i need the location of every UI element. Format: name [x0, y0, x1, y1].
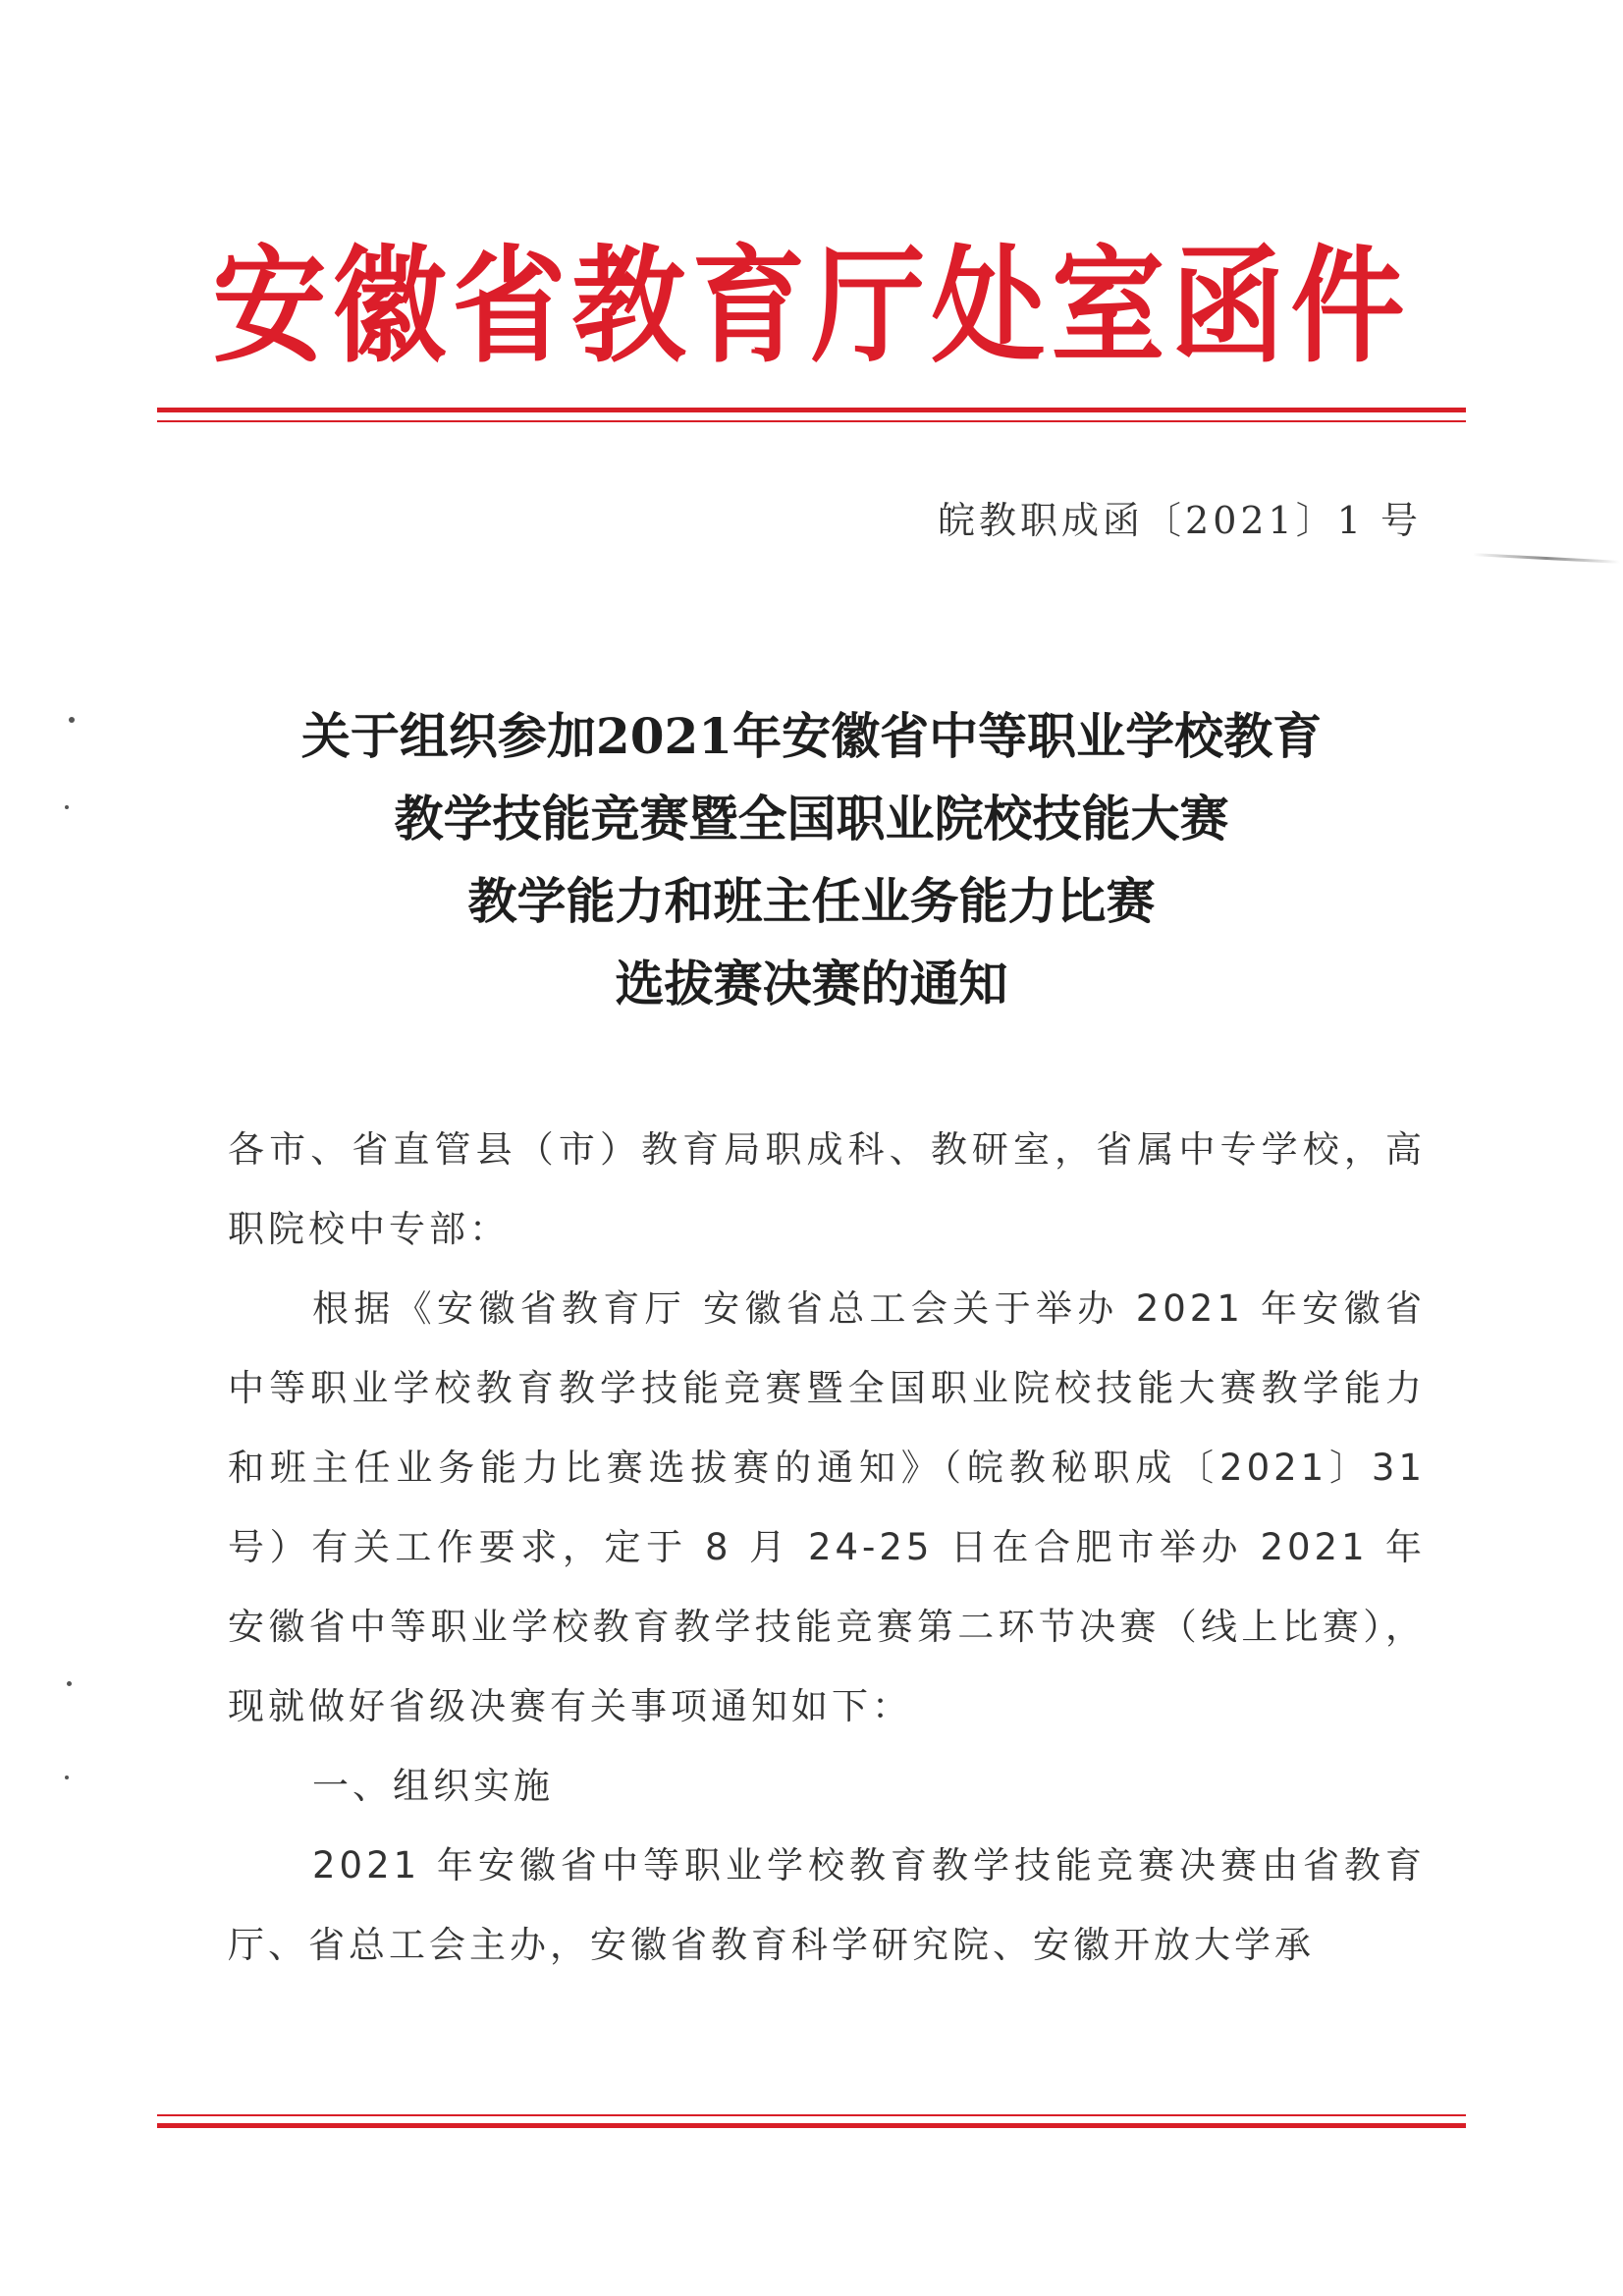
footer-rule-thin — [157, 2114, 1466, 2116]
body-paragraph-1: 根据《安徽省教育厅 安徽省总工会关于举办 2021 年安徽省中等职业学校教育教学技能竞赛暨全国职业院校技能大赛教学能力和班主任业务能力比赛选拔赛的通知》（皖教秘职成〔2021〕31 号）有关工作要求，定于 8 月 24-25 日在合肥市举办 2021 年安徽省中等职业学校教育教学技能竞赛第二环节决赛（线上比赛），现就做好省级决赛有关事项通知如下： — [228, 1287, 1426, 1727]
letterhead-title: 安徽省教育厅处室函件 — [212, 234, 1411, 380]
letterhead-rule-thick — [157, 408, 1466, 412]
scan-speck — [65, 1776, 69, 1779]
section-heading-1: 一、组织实施 — [312, 1765, 554, 1807]
scan-speck — [65, 805, 69, 809]
body-paragraph-2: 2021 年安徽省中等职业学校教育教学技能竞赛决赛由省教育厅、省总工会主办，安徽省教育科学研究院、安徽开放大学承 — [228, 1844, 1426, 1966]
document-number: 皖教职成函〔2021〕1 号 — [938, 499, 1422, 542]
notice-title-line-4: 选拔赛决赛的通知 — [615, 955, 1008, 1012]
scan-speck — [67, 1681, 72, 1686]
addressee: 各市、省直管县（市）教育局职成科、教研室，省属中专学校，高职院校中专部： — [228, 1128, 1426, 1250]
footer-rule-thick — [157, 2123, 1466, 2128]
notice-body — [228, 1110, 1426, 1985]
notice-title — [157, 695, 1466, 1025]
letterhead-rule-thin — [157, 420, 1466, 422]
notice-title-line-1: 关于组织参加2021年安徽省中等职业学校教育 — [300, 707, 1323, 765]
notice-title-line-3: 教学能力和班主任业务能力比赛 — [467, 872, 1156, 930]
scan-speck — [69, 717, 75, 723]
pen-mark — [1473, 553, 1620, 564]
notice-title-line-2: 教学技能竞赛暨全国职业院校技能大赛 — [394, 790, 1229, 847]
